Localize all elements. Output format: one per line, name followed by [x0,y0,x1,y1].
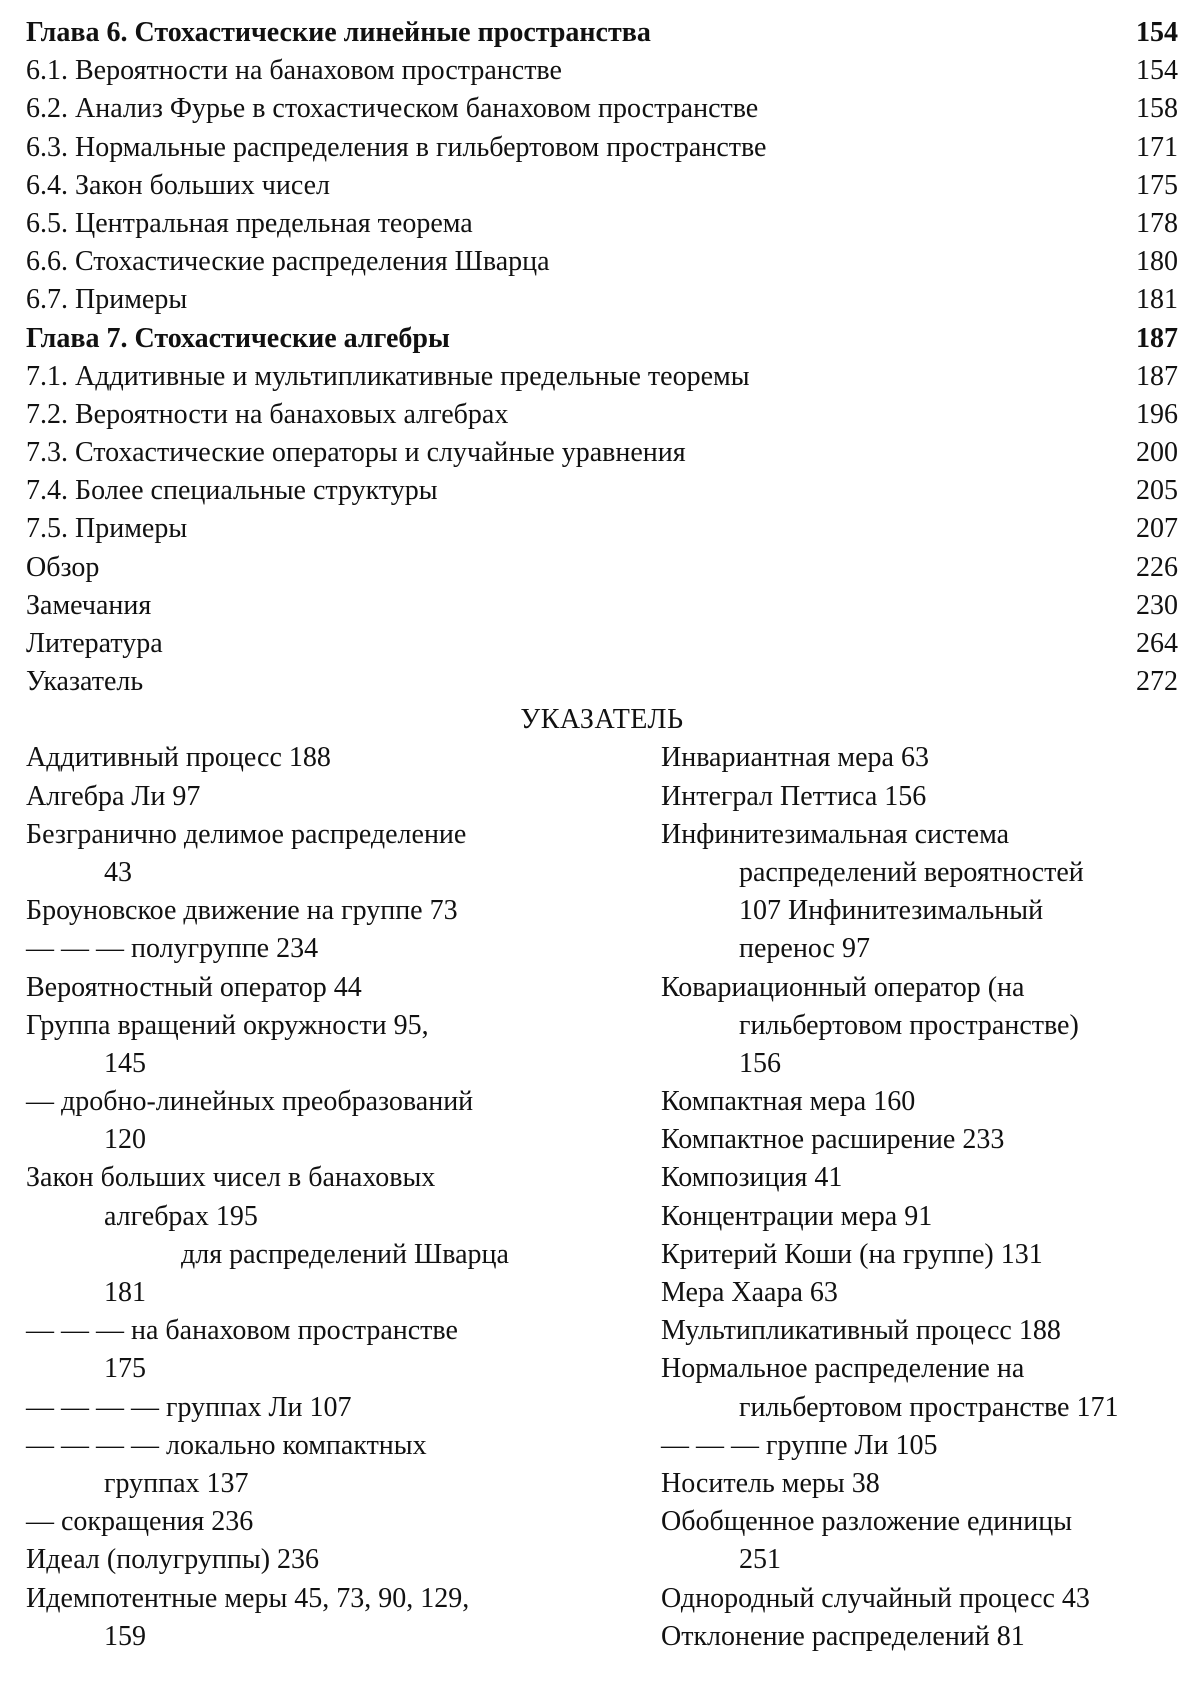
toc-entry-title: 6.6. Стохастические распределения Шварца [26,246,550,278]
toc-entry-title: 6.4. Закон больших чисел [26,169,331,201]
index-entry [26,1159,661,1312]
toc-section-row [26,205,1178,243]
index-entry-line: — — — — группах Ли 107 [26,1391,352,1423]
index-entry [661,1274,1186,1312]
toc-page-number: 196 [1136,398,1178,430]
index-entry-line: — — — на банаховом пространстве [26,1315,458,1347]
toc-section-row [26,281,1178,319]
index-entry [26,969,661,1007]
toc-section-row [26,167,1178,205]
index-entry [26,778,661,816]
table-of-contents [26,14,1178,701]
toc-page-number: 154 [1136,55,1178,87]
toc-entry-title: 6.5. Центральная предельная теорема [26,207,473,239]
index-entry [26,816,661,892]
toc-entry-title: 7.2. Вероятности на банаховых алгебрах [26,398,509,430]
index-entry-line: Ковариационный оператор (на [661,971,1025,1003]
index-entry-line: Идемпотентные меры 45, 73, 90, 129, [26,1582,470,1614]
toc-page-number: 154 [1136,17,1178,48]
index-entry [661,1580,1186,1618]
index-entry [661,1312,1186,1350]
toc-section-row [26,625,1178,663]
index-entry-line: для распределений Шварца [181,1238,509,1270]
toc-entry-title: Глава 7. Стохастические алгебры [26,322,450,354]
index-entry-line: Аддитивный процесс 188 [26,742,331,774]
index-entry [661,778,1186,816]
toc-section-row [26,358,1178,396]
toc-section-row [26,434,1178,472]
index-entry-line: Вероятностный оператор 44 [26,971,362,1003]
toc-page-number: 207 [1136,513,1178,545]
index-entry-line: — — — полугруппе 234 [26,933,319,965]
toc-page-number: 181 [1136,284,1178,316]
index-entry [661,969,1186,1084]
index-entry-line: Группа вращений окружности 95, [26,1009,429,1041]
index-entry-line: 181 [104,1277,146,1308]
toc-entry-title: 6.3. Нормальные распределения в гильбертовом пространстве [26,131,767,163]
toc-entry-title: 7.4. Более специальные структуры [26,475,438,507]
index-entry-line: Однородный случайный процесс 43 [661,1582,1090,1614]
toc-page-number: 171 [1136,131,1178,163]
toc-section-row [26,52,1178,90]
index-entry-line: распределений вероятностей [739,856,1084,888]
toc-page-number: 178 [1136,207,1178,239]
toc-entry-title: 7.5. Примеры [26,513,188,545]
toc-page-number: 205 [1136,475,1178,507]
toc-entry-title: Замечания [26,589,152,621]
index-entry [661,1083,1186,1121]
index-column-right [661,739,1186,1656]
toc-page-number: 200 [1136,437,1178,469]
toc-entry-title: 6.7. Примеры [26,284,188,316]
toc-section-row [26,472,1178,510]
toc-entry-title: Литература [26,628,163,659]
index-entry [26,1083,661,1159]
toc-section-row [26,243,1178,281]
toc-section-row [26,549,1178,587]
index-entry-line: Отклонение распределений 81 [661,1620,1025,1652]
toc-page-number: 187 [1136,322,1178,354]
index-entry-line: — дробно-линейных преобразований [26,1086,474,1118]
index-entry [661,1121,1186,1159]
toc-page-number: 264 [1136,628,1178,659]
toc-page-number: 230 [1136,589,1178,621]
index-entry [661,1350,1186,1426]
toc-entry-title: Указатель [26,666,144,698]
index-entry-line: 159 [104,1620,146,1652]
index-entry-line: Алгебра Ли 97 [26,780,201,812]
index-entry [661,1427,1186,1465]
index-entry [661,1198,1186,1236]
index-entry [26,1580,661,1656]
toc-page-number: 180 [1136,246,1178,278]
toc-section-row [26,587,1178,625]
index-entry [661,1159,1186,1197]
index-entry-line: 251 [739,1544,781,1576]
toc-section-row [26,129,1178,167]
index-entry-line: Инфинитезимальная система [661,818,1010,850]
index-entry [26,930,661,968]
toc-section-row [26,396,1178,434]
index-entry-line: Композиция 41 [661,1162,843,1194]
toc-entry-title: 7.3. Стохастические операторы и случайные уравнения [26,437,686,469]
index-entry-line: Закон больших чисел в банаховых [26,1162,436,1194]
toc-page-number: 187 [1136,360,1178,392]
index-entry-line: Идеал (полугруппы) 236 [26,1544,320,1576]
index-entry-line: — сокращения 236 [26,1506,254,1538]
index-entry-line: 145 [104,1047,146,1079]
index-entry [26,1007,661,1083]
index-entry [26,1312,661,1388]
index-entry-line: Нормальное распределение на [661,1353,1025,1385]
toc-section-row [26,90,1178,128]
index-entry-line: Обобщенное разложение единицы [661,1506,1073,1538]
index-entry-line: Компактное расширение 233 [661,1124,1005,1156]
index-entry-line: Интеграл Петтиса 156 [661,780,927,812]
index-heading: УКАЗАТЕЛЬ [520,704,684,736]
index-entry-line: Безгранично делимое распределение [26,818,467,850]
index-entry-line: 43 [104,856,132,888]
index-entry-line: группах 137 [104,1467,249,1499]
index-entry-line: гильбертовом пространстве) [739,1009,1079,1041]
index-entry-line: Носитель меры 38 [661,1467,880,1499]
index-entry [26,1503,661,1541]
toc-page-number: 158 [1136,93,1178,125]
toc-entry-title: Обзор [26,551,100,583]
index-entry-line: Компактная мера 160 [661,1086,916,1118]
index-entry [26,1389,661,1427]
index-entry-line: Инвариантная мера 63 [661,742,929,774]
index-entry-line: Концентрации мера 91 [661,1200,933,1232]
index-entry [26,1427,661,1503]
index-entry-line: 120 [104,1124,146,1156]
index-entry [661,739,1186,777]
toc-section-row [26,510,1178,548]
index-entry-line: Критерий Коши (на группе) 131 [661,1238,1043,1270]
toc-entry-title: 6.1. Вероятности на банаховом пространстве [26,55,562,87]
index-entry-line: 107 Инфинитезимальный [739,895,1044,927]
index-entry-line: гильбертовом пространстве 171 [739,1391,1119,1423]
index-entry [661,1618,1186,1656]
index-entry-line: алгебрах 195 [104,1200,258,1232]
index-entry-line: Броуновское движение на группе 73 [26,895,458,927]
index-entry-line: Мультипликативный процесс 188 [661,1315,1061,1347]
index-entry-line: перенос 97 [739,933,870,965]
toc-chapter-row [26,320,1178,358]
toc-page-number: 272 [1136,666,1178,698]
toc-section-row [26,663,1178,701]
toc-chapter-row [26,14,1178,52]
index-entry [26,892,661,930]
toc-entry-title: Глава 6. Стохастические линейные пространства [26,17,651,48]
index-entry [661,816,1186,969]
toc-entry-title: 7.1. Аддитивные и мультипликативные предельные теоремы [26,360,750,392]
subject-index [26,739,1186,1656]
index-entry [661,1503,1186,1579]
index-entry-line: Мера Хаара 63 [661,1277,838,1308]
index-column-left [26,739,661,1656]
index-entry-line: — — — — локально компактных [26,1429,427,1461]
toc-page-number: 226 [1136,551,1178,583]
toc-entry-title: 6.2. Анализ Фурье в стохастическом банаховом пространстве [26,93,759,125]
index-entry [661,1465,1186,1503]
index-entry [26,1541,661,1579]
index-entry [661,1236,1186,1274]
index-entry [26,739,661,777]
index-entry-line: 175 [104,1353,146,1385]
toc-page-number: 175 [1136,169,1178,201]
index-entry-line: 156 [739,1047,781,1079]
index-entry-line: — — — группе Ли 105 [661,1429,938,1461]
